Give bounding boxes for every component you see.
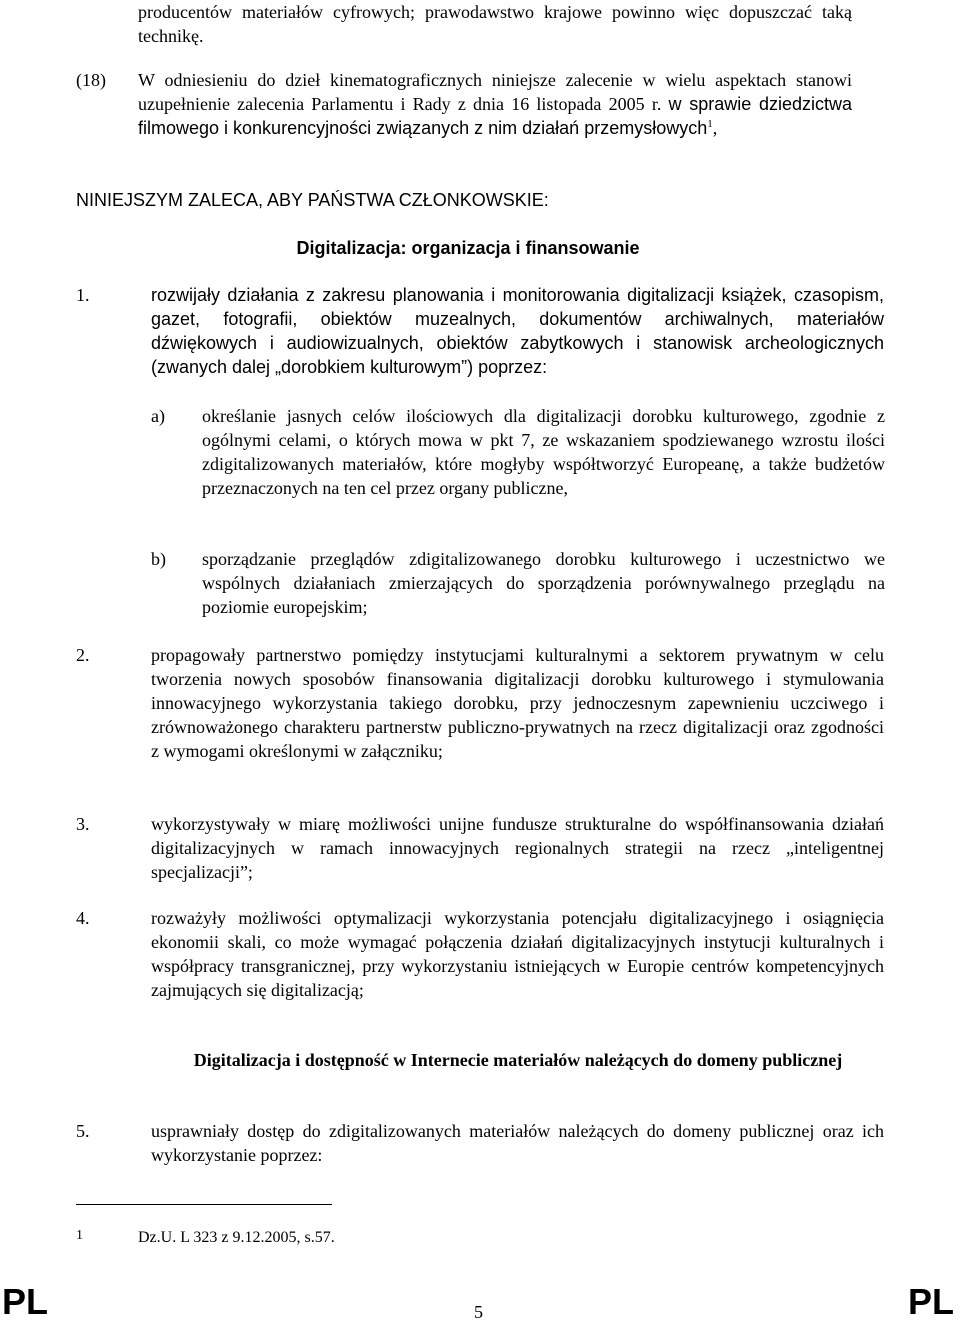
item-5-text: usprawniały dostęp do zdigitalizowanych materiałów należących do domeny publicznej oraz ich wykorzystanie poprzez: (151, 1121, 884, 1165)
page-number: 5 (474, 1302, 483, 1322)
intro-paragraph (138, 0, 852, 48)
section-heading-digitalization-financing: Digitalizacja: organizacja i finansowanie (296, 238, 640, 258)
footer-language-right: PL (907, 1281, 954, 1322)
item-1-text: rozwijały działania z zakresu planowania i monitorowania digitalizacji książek, czasopism, gazet, fotografii, obiektów muzealnych, dokumentów archiwalnych, materiałów dźwiękowych i audiowizualnych, obiektów zabytkowych i stanowisk archeologicznych (zwanych dalej „dorobkiem kulturowym”) poprzez: (151, 285, 884, 377)
footer-language-left: PL (2, 1281, 49, 1322)
intro-text: producentów materiałów cyfrowych; prawodawstwo krajowe powinno więc dopuszczać taką technikę. (138, 2, 852, 46)
item-1b-text: sporządzanie przeglądów zdigitalizowanego dorobku kulturowego i uczestnictwo we wspólnych działaniach zmierzających do sporządzenia porównywalnego przeglądu na poziomie europejskim; (202, 549, 885, 617)
recital-number: (18) (76, 70, 106, 90)
item-2-text: propagowały partnerstwo pomiędzy instytucjami kulturalnymi a sektorem prywatnym w celu tworzenia nowych sposobów finansowania digitalizacji dorobku kulturowego i stymulowania innowacyjnego wykorzystania takiego dorobku, przy jednoczesnym zapewnieniu uczciwego i zrównoważonego charakteru partnerstw publiczno-prywatnych na rzecz digitalizacji oraz zgodności z wymogami określonymi w załączniku; (151, 645, 884, 761)
footnote-separator (76, 1204, 332, 1205)
item-3-text: wykorzystywały w miarę możliwości unijne fundusze strukturalne do współfinansowania działań digitalizacyjnych w ramach innowacyjnych regionalnych strategii na rzecz „inteligentnej specjalizacji”; (151, 814, 884, 882)
item-4-number: 4. (76, 908, 90, 928)
footnote-number: 1 (76, 1228, 83, 1243)
item-1b-label: b) (151, 549, 166, 569)
enacting-formula: NINIEJSZYM ZALECA, ABY PAŃSTWA CZŁONKOWSKIE: (76, 190, 549, 210)
recital-text-b: w sprawie dziedzictwa filmowego i konkurencyjności związanych z nim działań przemysłowych (138, 94, 852, 138)
recital-text-end: , (712, 118, 718, 138)
item-5-number: 5. (76, 1121, 90, 1141)
item-2-number: 2. (76, 645, 90, 665)
section-heading-public-domain: Digitalizacja i dostępność w Internecie materiałów należących do domeny publicznej (193, 1050, 843, 1070)
item-1a-label: a) (151, 406, 165, 426)
item-1a-text: określanie jasnych celów ilościowych dla digitalizacji dorobku kulturowego, zgodnie z ogólnymi celami, o których mowa w pkt 7, ze wskazaniem spodziewanego wzrostu ilości zdigitalizowanych materiałów, które mogłyby współtworzyć Europeanę, a także budżetów przeznaczonych na ten cel przez organy publiczne, (202, 406, 885, 498)
item-3-number: 3. (76, 814, 90, 834)
item-4-text: rozważyły możliwości optymalizacji wykorzystania potencjału digitalizacyjnego i osiągnięcia ekonomii skali, co może wymagać połączenia działań digitalizacyjnych instytucji kulturalnych i współpracy transgranicznej, przy wykorzystaniu istniejących w Europie centrów kompetencyjnych zajmujących się digitalizacją; (151, 908, 884, 1000)
recital-text-a: W odniesieniu do dzieł kinematograficznych niniejsze zalecenie w wielu aspektach stanowi uzupełnienie zalecenia Parlamentu i Rady z dnia 16 listopada 2005 r. (138, 70, 852, 114)
item-1-number: 1. (76, 285, 90, 305)
footnote-reference: 1 (707, 118, 713, 130)
recital-18 (138, 68, 852, 140)
footnote-text: Dz.U. L 323 z 9.12.2005, s.57. (138, 1229, 335, 1246)
